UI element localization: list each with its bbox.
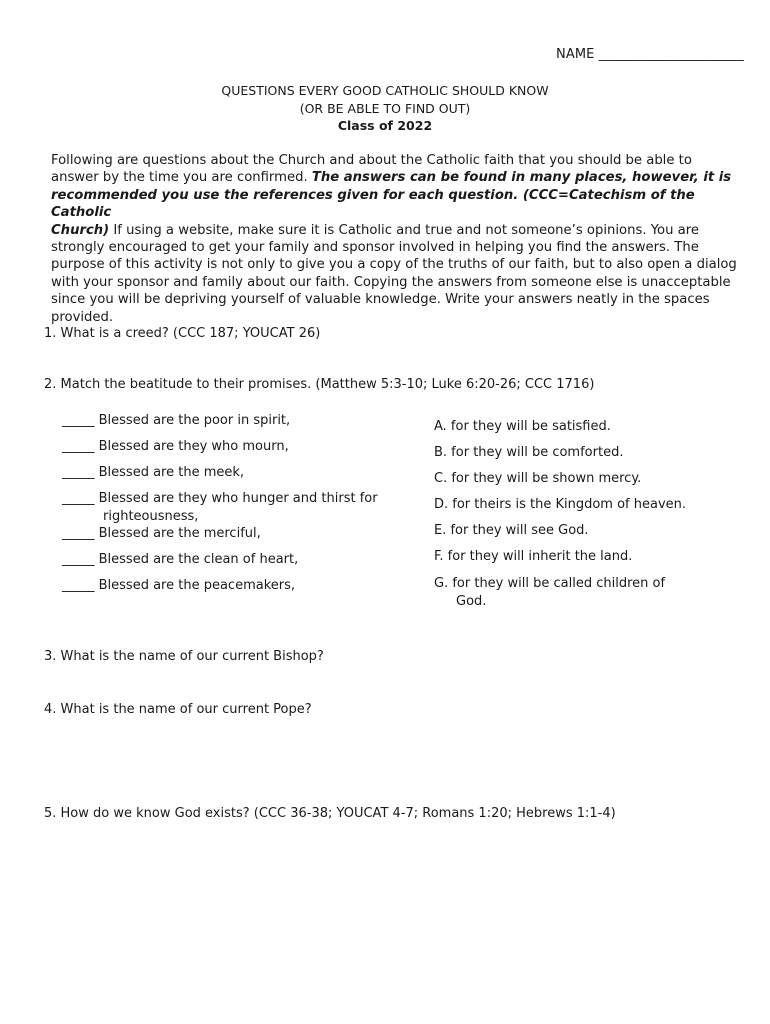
page-title: QUESTIONS EVERY GOOD CATHOLIC SHOULD KNOW [221, 83, 549, 98]
beatitude-peacemakers[interactable]: _____ Blessed are the peacemakers, [62, 578, 296, 593]
question-2: 2. Match the beatitude to their promises. (Matthew 5:3-10; Luke 6:20-26; CCC 1716) [44, 377, 595, 392]
class-year: Class of 2022 [337, 118, 433, 133]
beatitude-hunger[interactable]: _____ Blessed are they who hunger and thirst for [62, 491, 378, 506]
question-5: 5. How do we know God exists? (CCC 36-38; YOUCAT 4-7; Romans 1:20; Hebrews 1:1-4) [44, 806, 616, 821]
intro-emphasis: The answers can be found in many places, however, it is recommended you use the references given for each question. (CCC=Catechism of the Catholic Church) [51, 170, 732, 238]
beatitude-poor[interactable]: _____ Blessed are the poor in spirit, [62, 413, 291, 428]
instructions-paragraph [51, 152, 751, 326]
promise-d: D. for theirs is the Kingdom of heaven. [434, 497, 687, 512]
promise-g-cont: God. [456, 594, 487, 609]
beatitude-clean-heart[interactable]: _____ Blessed are the clean of heart, [62, 552, 299, 567]
intro-text-2: If using a website, make sure it is Catholic and true and not someone’s opinions. You are strongly encouraged to get your family and sponsor involved in helping you find the answers. The purpose of this activity is not only to give you a copy of the truths of our faith, but to also open a dialog with your sponsor and family about our faith. Copying the answers from someone else is unacceptable since you will be depriving yourself of valuable knowledge. Write your answers neatly in the spaces provided. [51, 222, 737, 325]
beatitude-hunger-cont: righteousness, [103, 509, 199, 524]
name-field[interactable]: NAME ______________________ [556, 47, 744, 62]
promise-c: C. for they will be shown mercy. [434, 471, 642, 486]
page-subtitle: (OR BE ABLE TO FIND OUT) [299, 101, 471, 116]
beatitude-merciful[interactable]: _____ Blessed are the merciful, [62, 526, 261, 541]
question-3: 3. What is the name of our current Bishop? [44, 649, 324, 664]
promise-f: F. for they will inherit the land. [434, 549, 633, 564]
question-1: 1. What is a creed? (CCC 187; YOUCAT 26) [44, 326, 321, 341]
beatitude-meek[interactable]: _____ Blessed are the meek, [62, 465, 245, 480]
beatitude-mourn[interactable]: _____ Blessed are they who mourn, [62, 439, 289, 454]
promise-e: E. for they will see God. [434, 523, 589, 538]
question-4: 4. What is the name of our current Pope? [44, 702, 312, 717]
promise-a: A. for they will be satisfied. [434, 419, 611, 434]
promise-g: G. for they will be called children of [434, 576, 666, 591]
promise-b: B. for they will be comforted. [434, 445, 624, 460]
intro-text-1: Following are questions about the Church and about the Catholic faith that you should be able to answer by the time you are confirmed. [51, 153, 692, 186]
